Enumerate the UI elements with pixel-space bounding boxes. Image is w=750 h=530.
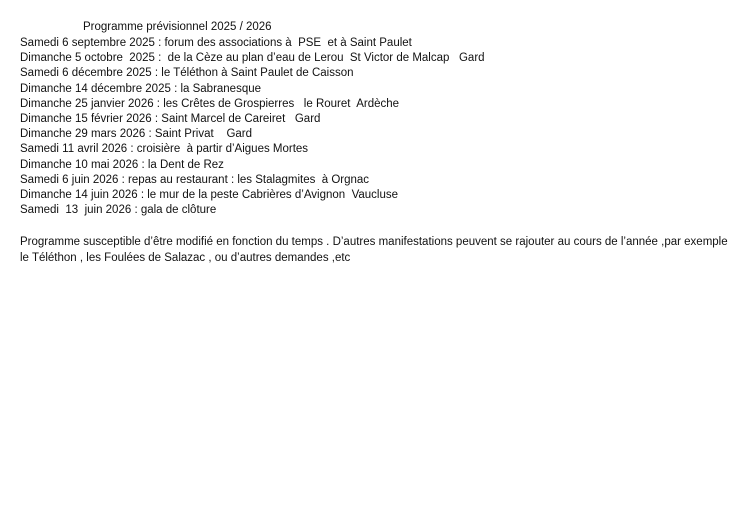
- programme-note: [20, 235, 740, 266]
- event-item: Samedi 6 juin 2026 : repas au restaurant : les Stalagmites à Orgnac: [20, 173, 370, 186]
- event-item: Dimanche 29 mars 2026 : Saint Privat Gard: [20, 128, 253, 141]
- event-item: Dimanche 10 mai 2026 : la Dent de Rez: [20, 158, 224, 171]
- event-item: Dimanche 25 janvier 2026 : les Crêtes de Grospierres le Rouret Ardèche: [20, 97, 400, 110]
- event-list: [20, 36, 485, 218]
- note-line: Programme susceptible d’être modifié en fonction du temps . D’autres manifestations peuvent se rajouter au cours de l’année ,par exemple: [20, 236, 728, 248]
- event-item: Samedi 6 septembre 2025 : forum des associations à PSE et à Saint Paulet: [20, 37, 412, 49]
- programme-title: Programme prévisionnel 2025 / 2026: [83, 21, 272, 33]
- note-line: le Téléthon , les Foulées de Salazac , ou d’autres demandes ,etc: [20, 251, 351, 264]
- event-item: Samedi 13 juin 2026 : gala de clôture: [20, 204, 217, 217]
- event-item: Samedi 6 décembre 2025 : le Téléthon à Saint Paulet de Caisson: [20, 67, 354, 80]
- event-item: Samedi 11 avril 2026 : croisière à partir d’Aigues Mortes: [20, 143, 309, 156]
- event-item: Dimanche 5 octobre 2025 : de la Cèze au plan d’eau de Lerou St Victor de Malcap Gard: [20, 52, 485, 65]
- event-item: Dimanche 15 février 2026 : Saint Marcel de Careiret Gard: [20, 112, 321, 125]
- event-item: Dimanche 14 juin 2026 : le mur de la peste Cabrières d’Avignon Vaucluse: [20, 188, 399, 201]
- event-item: Dimanche 14 décembre 2025 : la Sabranesque: [20, 82, 262, 95]
